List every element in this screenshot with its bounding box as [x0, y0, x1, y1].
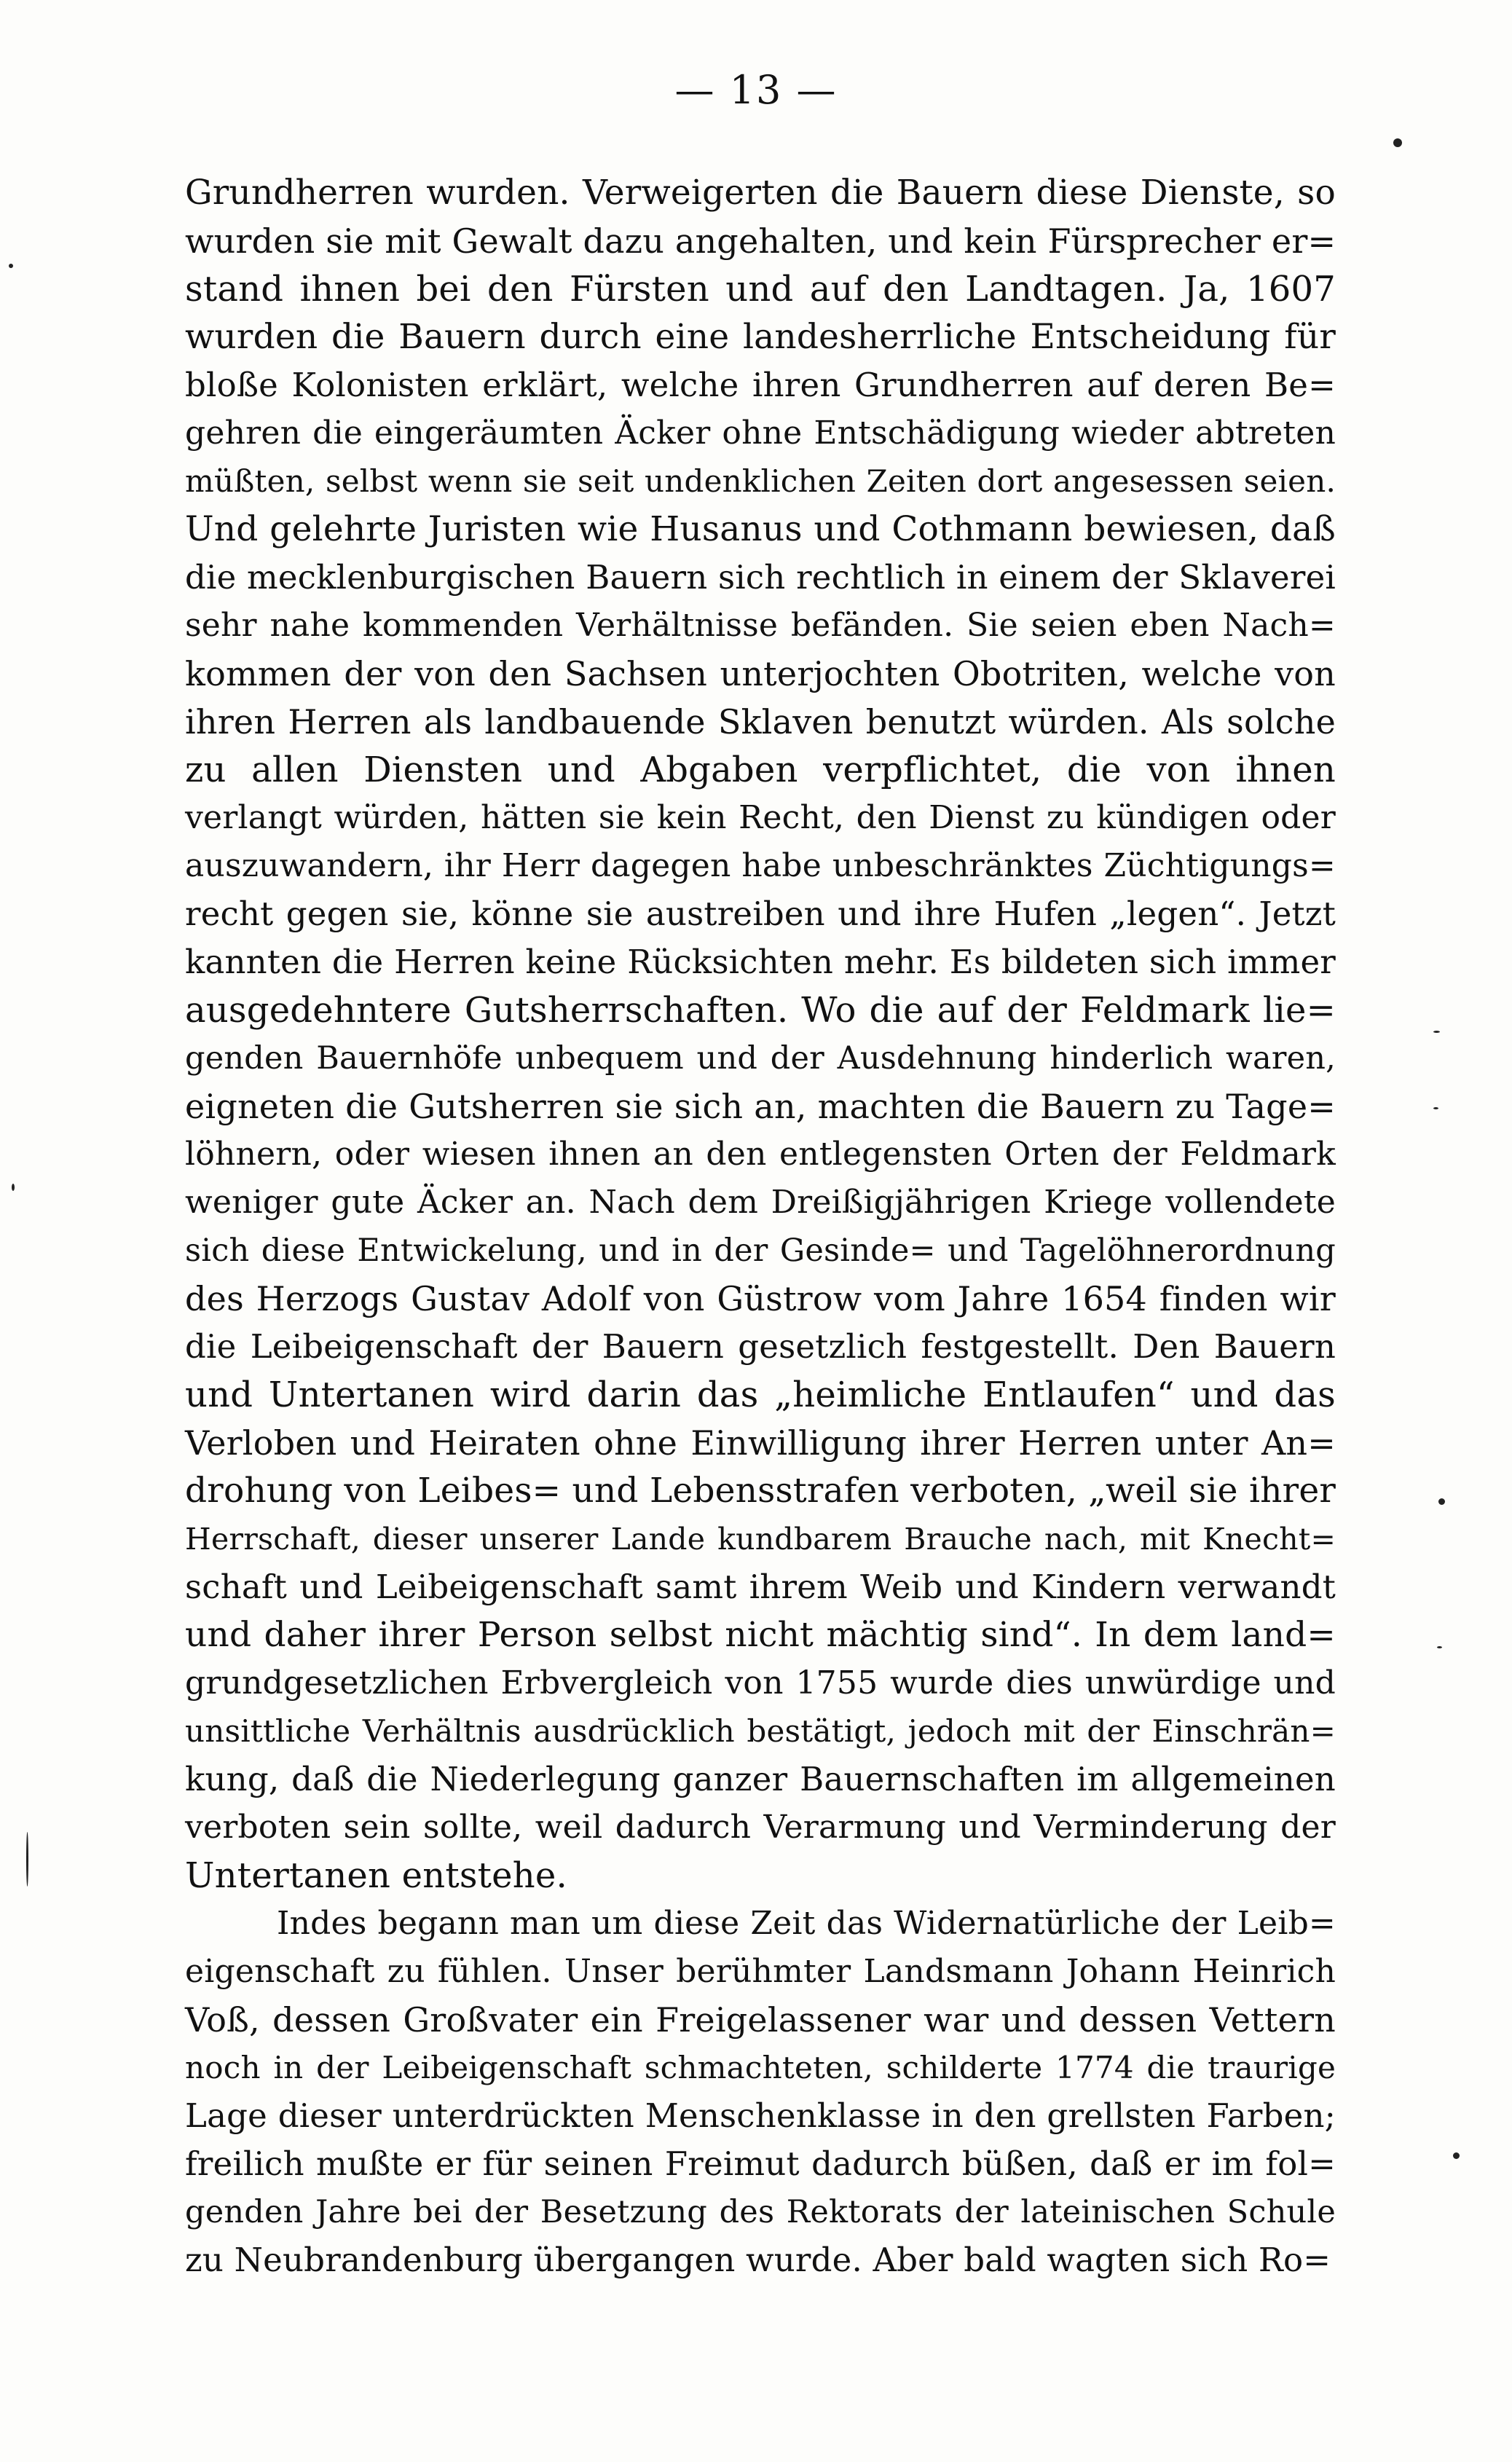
- text-line: Lage dieser unterdrückten Menschenklasse in den grellsten Farben;: [185, 2096, 1336, 2135]
- text-line: die mecklenburgischen Bauern sich rechtlich in einem der Sklaverei: [185, 558, 1336, 597]
- text-line: wurden sie mit Gewalt dazu angehalten, und kein Fürsprecher er=: [185, 221, 1336, 261]
- text-line: gehren die eingeräumten Äcker ohne Entschädigung wieder abtreten: [185, 414, 1336, 452]
- text-line: bloße Kolonisten erklärt, welche ihren Grundherren auf deren Be=: [185, 366, 1336, 404]
- text-line: grundgesetzlichen Erbvergleich von 1755 wurde dies unwürdige und: [185, 1664, 1336, 1702]
- text-line: stand ihnen bei den Fürsten und auf den Landtagen. Ja, 1607: [185, 269, 1336, 310]
- text-line: Untertanen entstehe.: [185, 1855, 567, 1896]
- text-line: schaft und Leibeigenschaft samt ihrem Weib und Kindern verwandt: [185, 1568, 1336, 1606]
- text-line: eigneten die Gutsherren sie sich an, machten die Bauern zu Tage=: [185, 1087, 1336, 1126]
- text-line: zu allen Diensten und Abgaben verpflichtet, die von ihnen: [185, 750, 1336, 790]
- text-line: kannten die Herren keine Rücksichten mehr. Es bildeten sich immer: [185, 943, 1336, 981]
- text-line: unsittliche Verhältnis ausdrücklich bestätigt, jedoch mit der Einschrän=: [185, 1713, 1336, 1749]
- scan-speck: [12, 1184, 15, 1191]
- text-line: Indes begann man um diese Zeit das Widernatürliche der Leib=: [277, 1905, 1336, 1942]
- page-number: — 13 —: [674, 67, 838, 113]
- body-text: [185, 169, 1336, 2284]
- scan-speck: [1393, 138, 1402, 147]
- text-line: weniger gute Äcker an. Nach dem Dreißigjährigen Kriege vollendete: [185, 1184, 1336, 1221]
- text-line: verlangt würden, hätten sie kein Recht, den Dienst zu kündigen oder: [185, 799, 1336, 836]
- text-line: Herrschaft, dieser unserer Lande kundbarem Brauche nach, mit Knecht=: [185, 1522, 1336, 1557]
- scan-speck: [1453, 2152, 1460, 2159]
- text-line: und daher ihrer Person selbst nicht mächtig sind“. In dem land=: [185, 1615, 1336, 1655]
- text-line: und Untertanen wird darin das „heimliche Entlaufen“ und das: [185, 1374, 1336, 1415]
- text-line: recht gegen sie, könne sie austreiben und ihre Hufen „legen“. Jetzt: [185, 894, 1336, 933]
- text-line: ausgedehntere Gutsherrschaften. Wo die auf der Feldmark lie=: [185, 990, 1336, 1031]
- text-line: freilich mußte er für seinen Freimut dadurch büßen, daß er im fol=: [185, 2144, 1336, 2183]
- text-line: Voß, dessen Großvater ein Freigelassener war und dessen Vettern: [185, 2000, 1336, 2040]
- text-line: kommen der von den Sachsen unterjochten Obotriten, welche von: [185, 654, 1336, 693]
- text-line: noch in der Leibeigenschaft schmachteten, schilderte 1774 die traurige: [185, 2050, 1336, 2085]
- scan-speck: [1433, 1031, 1440, 1033]
- scan-speck: [1438, 1498, 1445, 1505]
- text-line: sehr nahe kommenden Verhältnisse befänden. Sie seien eben Nach=: [185, 607, 1336, 644]
- text-line: müßten, selbst wenn sie seit undenklichen Zeiten dort angesessen seien.: [185, 463, 1336, 499]
- text-line: auszuwandern, ihr Herr dagegen habe unbeschränktes Züchtigungs=: [185, 847, 1336, 884]
- scan-speck: [26, 1832, 28, 1887]
- text-line: Verloben und Heiraten ohne Einwilligung ihrer Herren unter An=: [185, 1423, 1336, 1463]
- text-line: ihren Herren als landbauende Sklaven benutzt würden. Als solche: [185, 702, 1336, 742]
- text-line: Grundherren wurden. Verweigerten die Bauern diese Dienste, so: [185, 173, 1336, 213]
- text-line: Und gelehrte Juristen wie Husanus und Cothmann bewiesen, daß: [185, 509, 1336, 549]
- scan-speck: [1437, 1646, 1442, 1648]
- text-line: verboten sein sollte, weil dadurch Verarmung und Verminderung der: [185, 1809, 1336, 1846]
- text-line: genden Jahre bei der Besetzung des Rektorats der lateinischen Schule: [185, 2194, 1336, 2230]
- text-line: die Leibeigenschaft der Bauern gesetzlich festgestellt. Den Bauern: [185, 1327, 1336, 1366]
- scan-speck: [9, 264, 13, 268]
- text-line: sich diese Entwickelung, und in der Gesinde= und Tagelöhnerordnung: [185, 1232, 1336, 1269]
- text-line: drohung von Leibes= und Lebensstrafen verboten, „weil sie ihrer: [185, 1471, 1336, 1511]
- text-line: kung, daß die Niederlegung ganzer Bauernschaften im allgemeinen: [185, 1760, 1336, 1798]
- scan-speck: [1433, 1107, 1438, 1109]
- text-line: löhnern, oder wiesen ihnen an den entlegensten Orten der Feldmark: [185, 1136, 1336, 1173]
- text-line: des Herzogs Gustav Adolf von Güstrow vom Jahre 1654 finden wir: [185, 1279, 1336, 1318]
- text-line: genden Bauernhöfe unbequem und der Ausdehnung hinderlich waren,: [185, 1040, 1336, 1077]
- text-line: zu Neubrandenburg übergangen wurde. Aber bald wagten sich Ro=: [185, 2241, 1331, 2279]
- text-line: wurden die Bauern durch eine landesherrliche Entscheidung für: [185, 317, 1336, 357]
- text-line: eigenschaft zu fühlen. Unser berühmter Landsmann Johann Heinrich: [185, 1953, 1336, 1990]
